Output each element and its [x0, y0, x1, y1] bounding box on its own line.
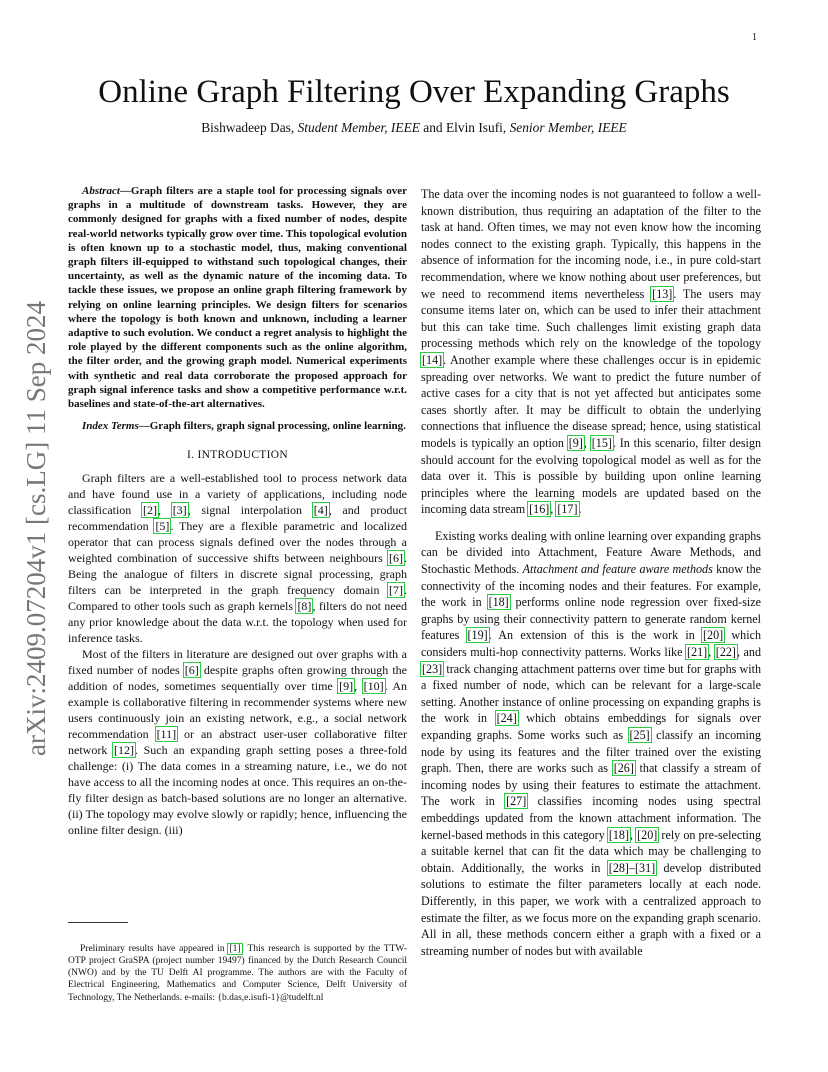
text-run: . This research is supported by the TTW-OTP project GraSPA (project number 19497) financed by the Dutch Research Council (NWO) and by the TU Delft AI programme. The authors are with the Faculty of Electrical Engineering, Mathematics and Computer Science, Delft University of Technology, The Netherlands. e-mails: {b.das,e.isufi-1}@tudelft.nl — [68, 943, 407, 1003]
text-run: . Being the analogue of filters in discrete signal processing, graph filters can be interpreted in the graph frequency domain — [68, 551, 407, 598]
text-run: . The users may consume items later on, which can be used to infer their attachment but this can take time. Such challenges limit existing graph data processing methods which rely on the knowledge of the topology — [421, 286, 761, 351]
citation-link[interactable]: [3] — [172, 503, 187, 518]
body-paragraph — [421, 528, 761, 959]
citation-link[interactable]: [14] — [422, 352, 443, 367]
citation-link[interactable]: [9] — [568, 435, 583, 450]
text-run: classify an incoming node by using its features and the filter trained over the existing graph. Then, there are works such as — [421, 728, 761, 776]
author-role: Senior Member, IEEE — [509, 120, 627, 135]
footnote-divider — [68, 922, 128, 923]
text-run: . An example is collaborative filtering in recommender systems where new users continuously join an existing network, e.g., a social network recommendation — [68, 679, 407, 742]
text-run: , signal interpolation — [187, 503, 313, 518]
citation-link[interactable]: [8] — [297, 599, 312, 614]
text-run: Preliminary results have appeared in — [80, 943, 229, 954]
paper-title: Online Graph Filtering Over Expanding Graphs — [98, 74, 730, 110]
citation-link[interactable]: [16] — [529, 502, 550, 517]
citation-link[interactable]: [19] — [467, 628, 488, 643]
citation-link[interactable]: [21] — [687, 645, 708, 660]
text-run: which obtains embeddings for signals over expanding graphs. Some works such as — [421, 711, 762, 742]
citation-link[interactable]: [15] — [591, 435, 612, 450]
text-run: which considers multi-hop connectivity patterns. Works like — [421, 628, 761, 660]
text-run: track changing attachment patterns over time but for graphs with a fixed number of node, which can be relevant for a large-scale setting. Another instance of online processing on expanding graphs is the work in — [421, 661, 761, 726]
text-run: , and — [736, 645, 762, 660]
emphasized-text: Attachment and feature aware methods — [522, 562, 713, 577]
text-run: develop distributed solutions to estimate the filter parameters locally at each node. Differently, in this paper, we work with a centralized approach to estimate the filter, as we focus more on the expanding graph scenario. All in all, these methods concern either a graph with a fixed or a streaming number of nodes but with available — [421, 860, 761, 958]
text-run: . In this scenario, filter design should account for the evolving topological model as well as for the data over it. This is possible by building upon online learning principles where the learning models are updated based on the incoming data stream — [421, 435, 761, 517]
arxiv-identifier[interactable]: arXiv:2409.07204v1 [cs.LG] 11 Sep 2024 — [21, 301, 51, 756]
index-terms-lead: Index Terms — [82, 420, 139, 433]
citation-link[interactable]: [20] — [703, 628, 724, 643]
citation-link[interactable]: [26] — [613, 761, 634, 776]
text-run: , — [583, 435, 591, 450]
text-run: that classify a stream of incoming nodes by using their features to estimate the attachment. The work in — [421, 761, 762, 809]
citation-link[interactable]: [27] — [506, 794, 527, 809]
text-run: , — [630, 827, 637, 842]
author-line — [0, 120, 828, 136]
footnote — [68, 943, 407, 1004]
text-run: , and product recommendation — [68, 503, 408, 534]
author-role: Student Member, IEEE — [297, 120, 420, 135]
citation-link[interactable]: [28]–[31] — [608, 860, 656, 875]
text-run: . Another example where these challenges occur is in epidemic spreading over networks. We want to predict the future number of active cases for a city that is not yet affected but anticipates some cases shortly after. It may be difficult to obtain the underlying connections that influence the disease spread; hence, using statistical models is typically an option — [421, 352, 761, 450]
citation-link[interactable]: [24] — [496, 711, 517, 726]
section-heading: I. INTRODUCTION — [187, 449, 288, 462]
citation-link[interactable]: [22] — [715, 645, 736, 660]
citation-link[interactable]: [17] — [557, 502, 578, 517]
text-run: . Such an expanding graph setting poses a three-fold challenge: (i) The data comes in a streaming nature, i.e., we do not have access to all the incoming nodes at once. This requires an on-the-fly filter design as batch-based solutions are no longer an alternative. (ii) The topology may evolve slowly or rapidly; hence, influencing the online filter design. (iii) — [68, 743, 407, 838]
text-run: , — [354, 679, 363, 694]
citation-link[interactable]: [20] — [637, 827, 658, 842]
citation-link[interactable]: [4] — [313, 503, 328, 518]
abstract — [68, 184, 407, 411]
text-run: . — [578, 502, 582, 517]
text-run: . Compared to other tools such as graph kernels — [68, 583, 407, 614]
text-run: Existing works dealing with online learning over expanding graphs can be divided into Attachment, Feature Aware Methods, and Stochastic Methods. — [421, 528, 761, 577]
citation-link[interactable]: [6] — [389, 551, 403, 566]
page-number: 1 — [752, 32, 757, 43]
citation-link[interactable]: [2] — [143, 503, 157, 518]
text-run: , — [158, 503, 172, 518]
text-run: . They are a flexible parametric and localized operator that can process signals defined over the nodes through a weighted combination of successive shifts between neighbours — [68, 519, 407, 566]
index-terms — [68, 419, 407, 433]
intro-paragraph — [68, 470, 407, 646]
text-run: The data over the incoming nodes is not guaranteed to follow a well-known distribution, thus requiring an adaptation of the filter to the task at hand. Often times, we may not even know how the incoming nodes connect to the existing graph. Typically, this happens in the absence of information for the incoming node, i.e., in pure cold-start recommendation, where we know nothing about user preferences, but we need to recommend items nevertheless — [421, 187, 761, 301]
author-name: and Elvin Isufi, — [423, 120, 507, 135]
text-run: know the connectivity of the incoming nodes and their features. For example, the work in — [421, 562, 762, 610]
text-run: rely on pre-selecting a suitable kernel that can fit the data which may be challenging to obtain. Additionally, the works in — [421, 827, 762, 875]
left-column — [68, 184, 407, 838]
index-terms-text: —Graph filters, graph signal processing, online learning. — [138, 420, 406, 433]
citation-link[interactable]: [5] — [155, 519, 170, 534]
text-run: despite graphs often growing through the addition of nodes, sometimes sequentially over time — [68, 663, 407, 694]
citation-link[interactable]: [7] — [389, 583, 403, 598]
citation-link[interactable]: [13] — [652, 286, 673, 301]
text-run: classifies incoming nodes using spectral embeddings updated from the known attachment information. The kernel-based methods in this category — [421, 794, 761, 842]
citation-link[interactable]: [10] — [363, 679, 384, 694]
citation-link[interactable]: [18] — [608, 827, 630, 842]
abstract-text: —Graph filters are a staple tool for processing signals over graphs in a multitude of downstream tasks. However, they are commonly designed for graphs with a fixed number of nodes, despite real-world networks typically grow over time. This topological evolution is often known up to a stochastic model, thus, making conventional graph filters ill-equipped to withstand such topological changes, their uncertainty, as well as the dynamic nature of the incoming data. To tackle these issues, we propose an online graph filtering framework by relying on online learning principles. We design filters for scenarios where the topology is both known and unknown, including a learner adaptive to such evolution. We conduct a regret analysis to highlight the role played by the different components such as the online algorithm, the filter order, and the growing graph model. Numerical experiments with synthetic and real data corroborate the proposed approach for graph signal inference tasks and show a competitive performance w.r.t. baselines and state-of-the-art alternatives. — [68, 185, 407, 411]
text-run: performs online node regression over fixed-size graphs by using their connectivity pattern to generate random kernel features — [421, 595, 762, 643]
citation-link[interactable]: [12] — [113, 743, 134, 758]
text-run: or an abstract user-user collaborative filter network — [68, 727, 407, 758]
citation-link[interactable]: [1] — [229, 943, 241, 954]
citation-link[interactable]: [25] — [629, 728, 650, 742]
text-run: . An extension of this is the work in — [488, 628, 703, 643]
text-run: Graph filters are a well-established tool to process network data and have found use in a variety of applications, including node classification — [68, 471, 407, 518]
author-name: Bishwadeep Das, — [201, 120, 295, 135]
citation-link[interactable]: [9] — [339, 679, 354, 694]
citation-link[interactable]: [6] — [184, 663, 199, 678]
citation-link[interactable]: [23] — [422, 661, 443, 676]
body-paragraph — [421, 186, 761, 518]
text-run: , filters do not need any prior knowledge about the data w.r.t. the topology when used for inference tasks. — [68, 599, 407, 646]
text-run: , — [550, 502, 557, 517]
citation-link[interactable]: [11] — [156, 727, 177, 742]
text-run: Most of the filters in literature are designed out over graphs with a fixed number of nodes — [68, 647, 407, 678]
right-column — [421, 186, 761, 959]
citation-link[interactable]: [18] — [488, 595, 509, 610]
intro-paragraph — [68, 646, 407, 838]
text-run: , — [708, 645, 715, 660]
abstract-lead: Abstract — [82, 185, 120, 197]
